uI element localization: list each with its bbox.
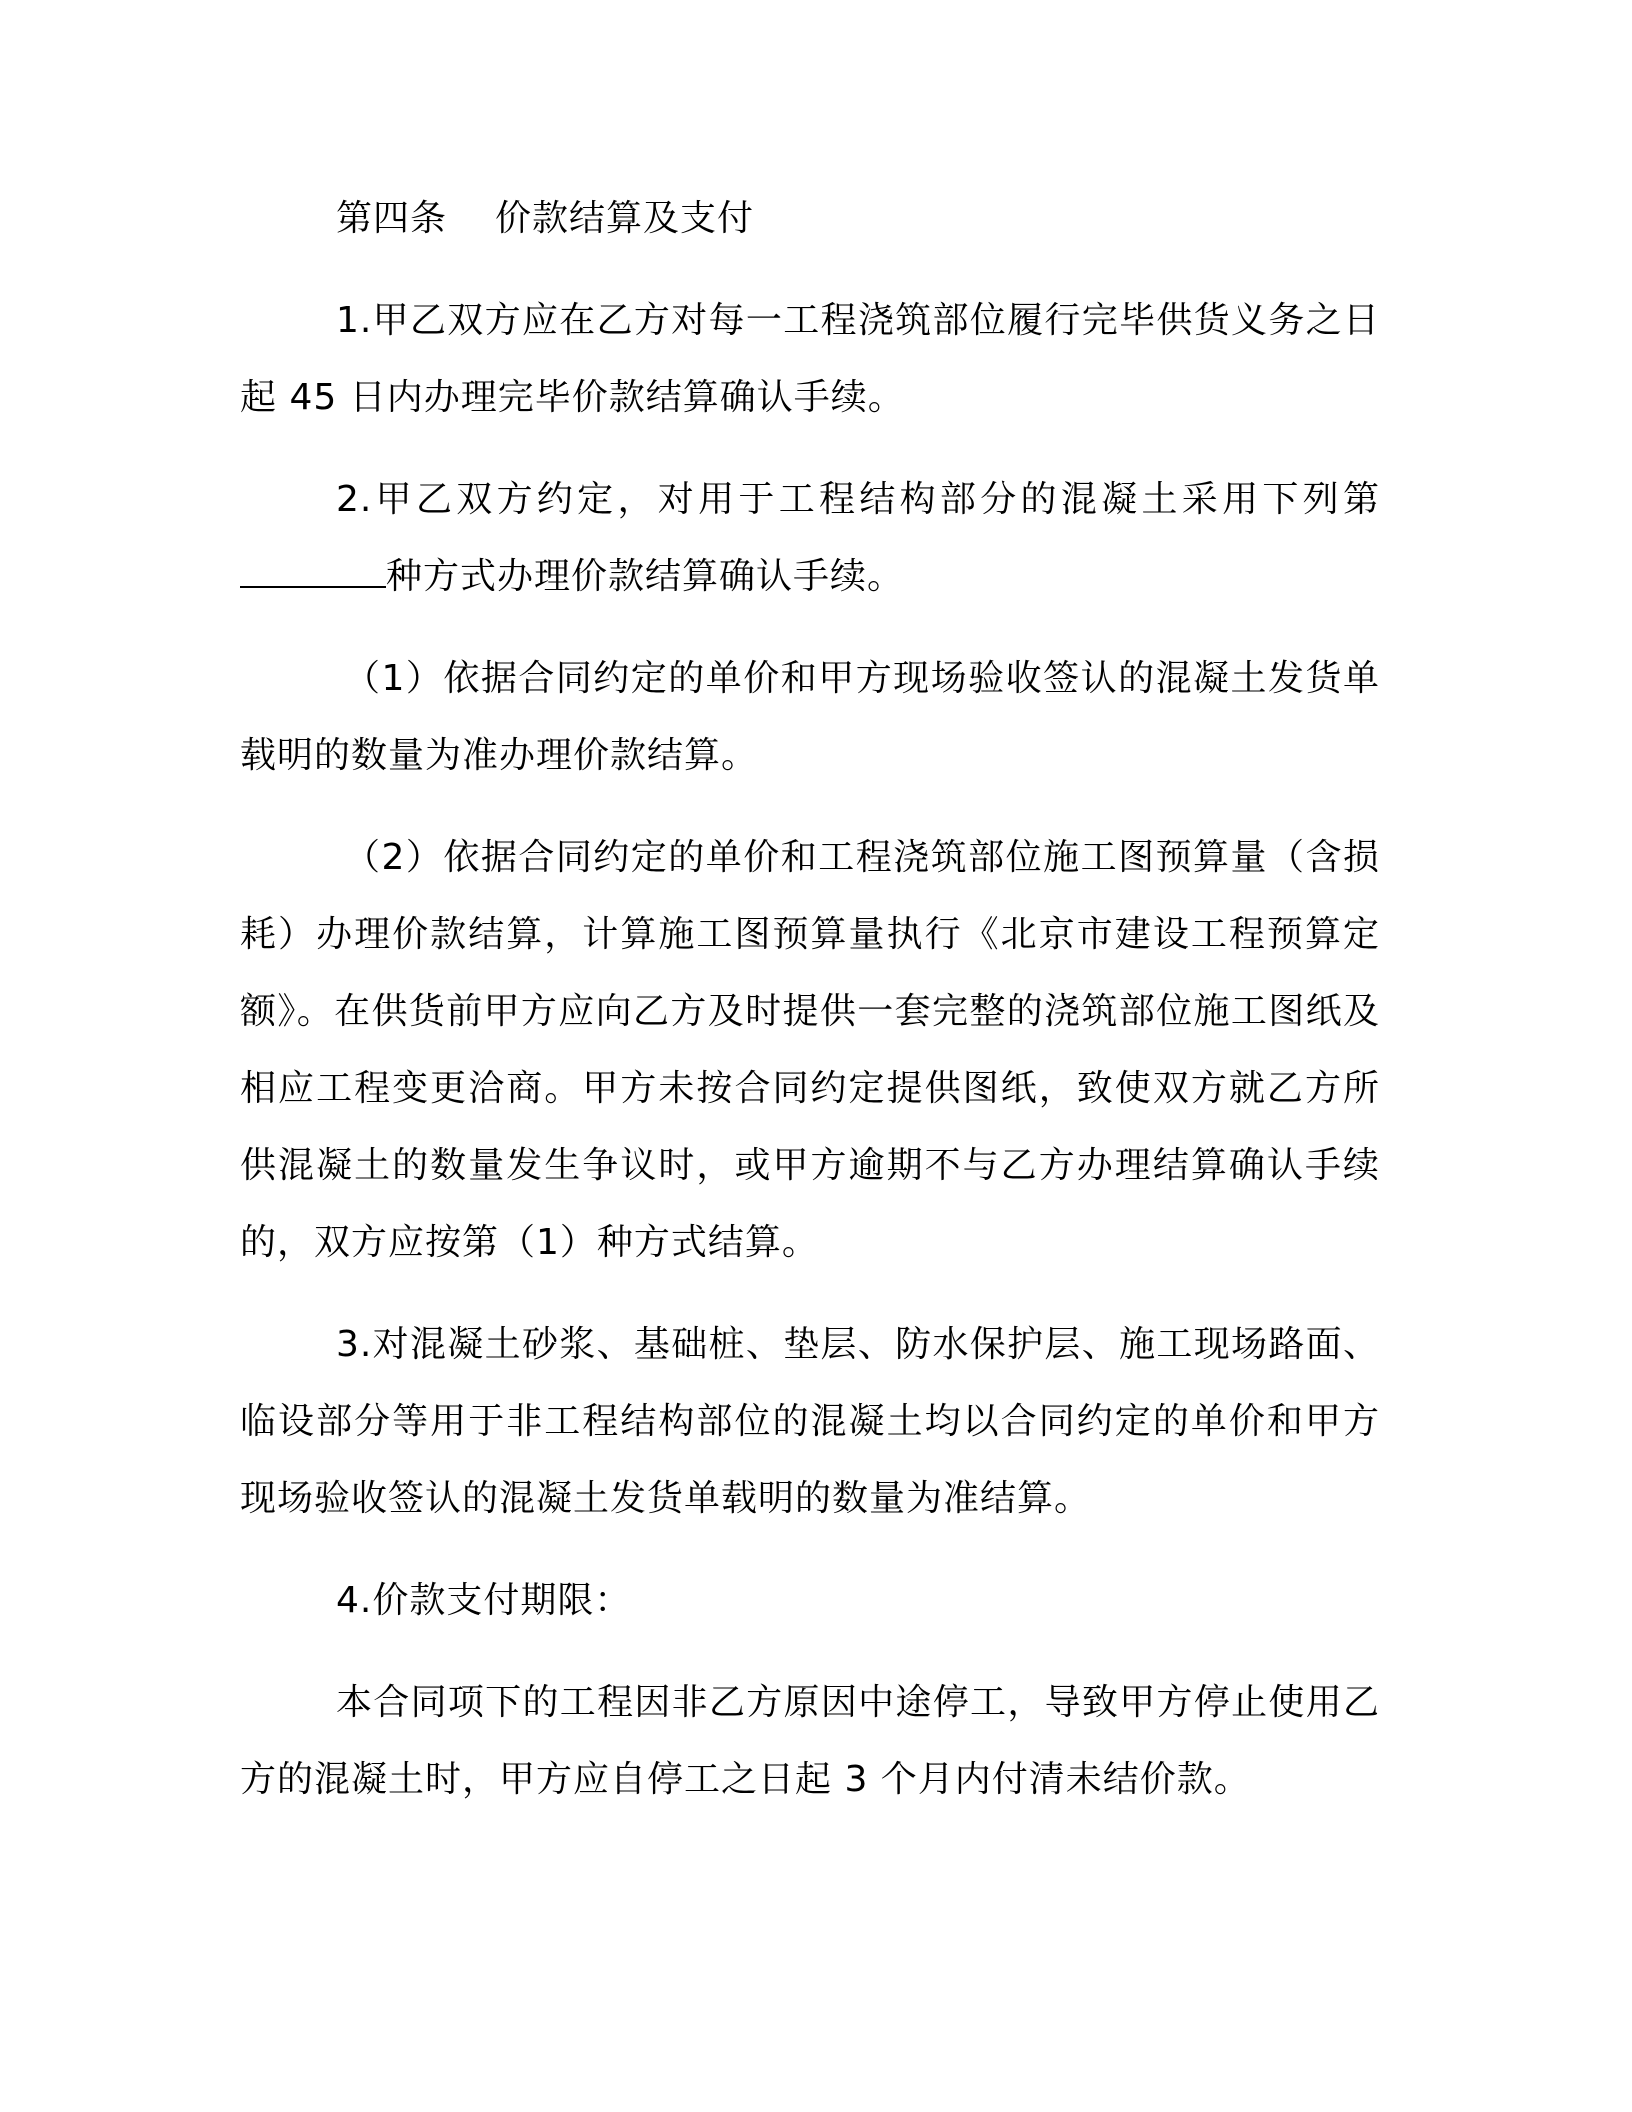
document-page [240,180,1380,1843]
article-heading [240,180,1380,257]
paragraph-non-structural: 3.对混凝土砂浆、基础桩、垫层、防水保护层、施工现场路面、临设部分等用于非工程结构部位的混凝土均以合同约定的单价和甲方现场验收签认的混凝土发货单载明的数量为准结算。 [240,1324,1380,1519]
paragraph-method-2: （2）依据合同约定的单价和工程浇筑部位施工图预算量（含损耗）办理价款结算，计算施工图预算量执行《北京市建设工程预算定额》。在供货前甲方应向乙方及时提供一套完整的浇筑部位施工图纸及相应工程变更洽商。甲方未按合同约定提供图纸，致使双方就乙方所供混凝土的数量发生争议时，或甲方逾期不与乙方办理结算确认手续的，双方应按第（1）种方式结算。 [240,837,1380,1263]
paragraph-settlement-deadline: 1.甲乙双方应在乙方对每一工程浇筑部位履行完毕供货义务之日起 45 日内办理完毕价款结算确认手续。 [240,300,1380,418]
paragraph-method-1: （1）依据合同约定的单价和甲方现场验收签认的混凝土发货单载明的数量为准办理价款结算。 [240,658,1380,776]
article-number: 第四条 [336,198,448,239]
paragraph-settlement-method [240,461,1380,615]
article-title: 价款结算及支付 [495,198,755,239]
fill-in-blank [240,558,386,588]
paragraph-payment-term-heading: 4.价款支付期限： [336,1580,632,1621]
paragraph-settlement-method-lead: 2.甲乙双方约定，对用于工程结构部分的混凝土采用下列第 [336,479,1380,520]
paragraph-work-stoppage: 本合同项下的工程因非乙方原因中途停工，导致甲方停止使用乙方的混凝土时，甲方应自停工之日起 3 个月内付清未结价款。 [240,1682,1380,1800]
paragraph-settlement-method-tail: 种方式办理价款结算确认手续。 [386,556,905,597]
